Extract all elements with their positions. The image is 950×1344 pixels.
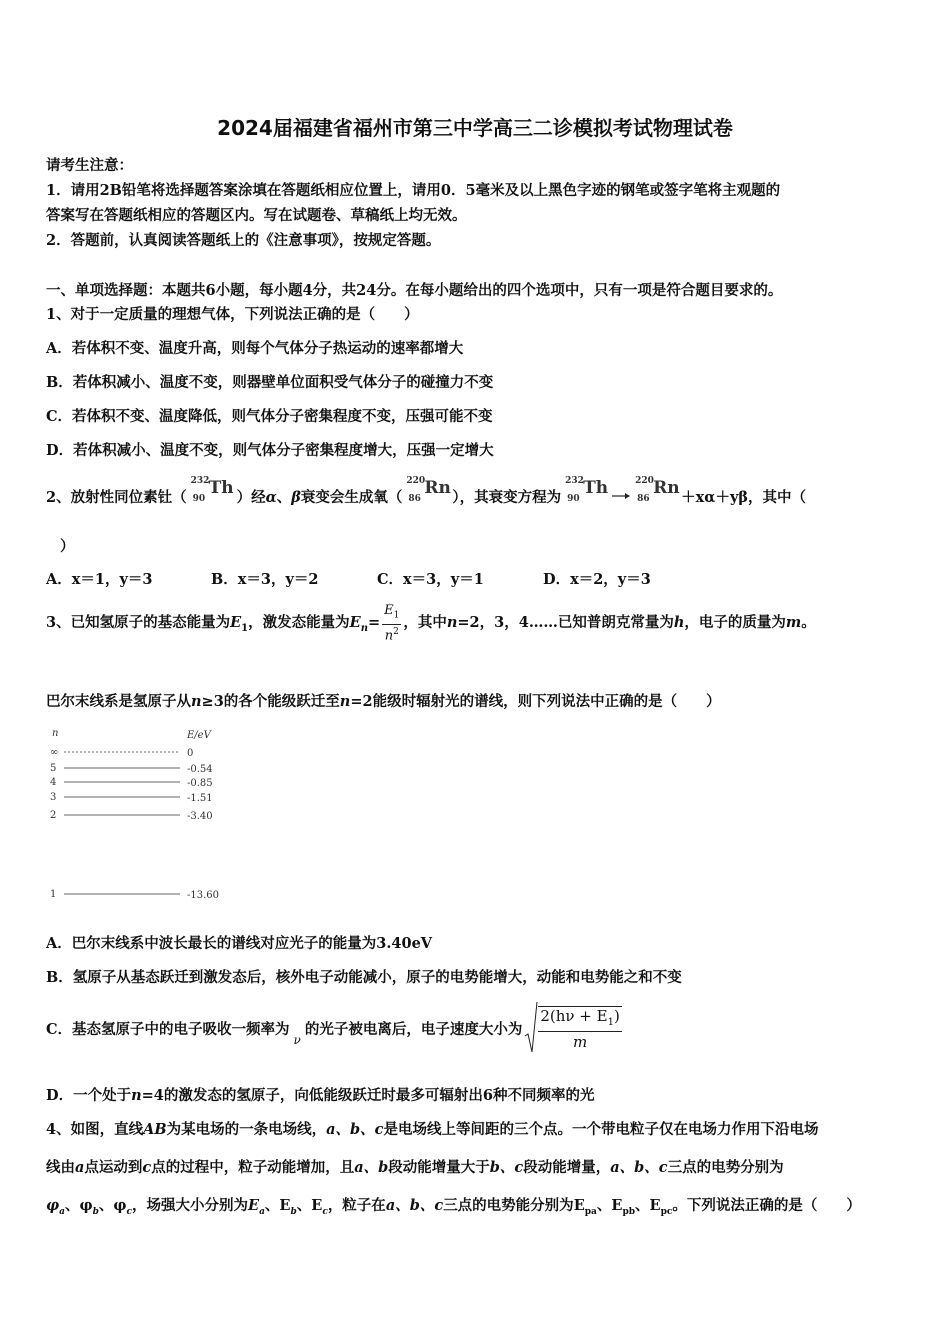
q4-bc-seg: b、c [489, 1159, 524, 1176]
h-symbol: h [673, 613, 685, 631]
eb: 、E [264, 1197, 291, 1214]
level-energy-label: -1.51 [187, 793, 213, 804]
phi-c: 、φ [98, 1197, 127, 1214]
q4-l2-1: 线由 [46, 1159, 75, 1176]
level-energy-label: 0 [187, 748, 194, 759]
q3-c-text-2: 的光子被电离后，电子速度大小为 [304, 1020, 523, 1038]
th-symbol: Th [208, 478, 234, 498]
th-symbol-eq: Th [583, 478, 609, 498]
e1-sub: 1 [241, 622, 249, 634]
th-num-eq: 90 [567, 494, 580, 504]
velocity-fraction [538, 1006, 621, 1050]
q2-option-c: C．x＝3，y＝1 [377, 571, 484, 588]
notice-line-2: 2．答题前，认真阅读答题纸上的《注意事项》，按规定答题。 [46, 232, 441, 249]
q2-stem [46, 476, 807, 508]
page-title: 2024届福建省福州市第三中学高三二诊模拟考试物理试卷 [217, 116, 733, 140]
diagram-n-label: n [52, 728, 59, 739]
q2-text-2: ）经 [236, 489, 266, 506]
q3-d-text-2: =4的激发态的氢原子，向低能级跃迁时最多可辐射出6种不同频率的光 [141, 1087, 595, 1104]
q2-text-3: 衰变会生成氧（ [300, 489, 403, 506]
q3-text-3: ，其中 [403, 613, 447, 631]
th-num: 90 [192, 494, 206, 504]
epb: 、E [596, 1197, 623, 1214]
energy-fraction [382, 604, 401, 642]
phi-a: φ [46, 1197, 60, 1214]
rn-num-eq: 86 [637, 494, 650, 504]
q2-option-d: D．x＝2，y＝3 [543, 571, 651, 588]
q3-l2-2: ≥3的各个能级跃迁至 [201, 693, 340, 710]
e1-symbol: E [230, 613, 242, 631]
q3-l2-n2: n [339, 693, 351, 710]
q3-option-c [46, 1000, 624, 1056]
q3-stem-2 [46, 690, 721, 711]
q4-ab: AB [143, 1121, 167, 1138]
q3-option-b: B．氢原子从基态跃迁到激发态后，核外电子动能减小，原子的电势能增大，动能和电势能之和不变 [46, 969, 682, 986]
phi-b: 、φ [64, 1197, 93, 1214]
sqrt-den: m [572, 1033, 588, 1051]
level-energy-label: -0.85 [187, 778, 213, 789]
q3-eq: = [367, 613, 381, 631]
level-n-label: 3 [50, 792, 57, 803]
eb-sub: b [290, 1206, 297, 1217]
ec: 、E [296, 1197, 323, 1214]
q1-option-b: B．若体积减小、温度不变，则器壁单位面积受气体分子的碰撞力不变 [46, 374, 494, 391]
epc: 、E [635, 1197, 661, 1214]
alpha-symbol: α [265, 489, 277, 506]
q1-option-a: A．若体积不变、温度升高，则每个气体分子热运动的速率都增大 [46, 340, 464, 357]
rn-mass: 220 [406, 476, 426, 486]
q4-stem-3 [46, 1194, 861, 1217]
q3-l2-n1: n [191, 693, 202, 710]
q3-text-5: ，电子的质量为 [684, 613, 786, 631]
q2-stem-end: ） [60, 538, 75, 555]
frac-den-sup: 2 [393, 626, 399, 637]
diagram-e-label: E/eV [187, 730, 211, 741]
q3-stem [46, 604, 816, 642]
q3-text-2: ，激发态能量为 [248, 613, 350, 631]
radon-nuclide-eq [633, 476, 680, 508]
q4-l1-3: 是电场线上等间距的三个点。一个带电粒子仅在电场力作用下沿电场 [383, 1121, 819, 1138]
level-energy-label: -13.60 [187, 890, 220, 901]
q4-c: c [142, 1159, 152, 1176]
notice-line-1b: 答案写在答题纸相应的答题区内。写在试题卷、草稿纸上均无效。 [46, 207, 467, 224]
thorium-nuclide [189, 476, 235, 508]
epc-sub: pc [660, 1206, 673, 1217]
ec-sub: c [322, 1206, 328, 1217]
rn-num: 86 [408, 494, 421, 504]
phi-b-sub: b [92, 1206, 99, 1217]
q4-ab-seg: a、b [354, 1159, 389, 1176]
nu-symbol: ν [293, 1033, 301, 1047]
sqrt-num-sub: 1 [607, 1017, 614, 1028]
q4-l1-1: 4、如图，直线 [46, 1121, 144, 1138]
q2-text-4: ），其衰变方程为 [452, 489, 562, 506]
n-symbol: n [446, 613, 458, 631]
q4-l3-4: 。下列说法正确的是（ ） [672, 1197, 861, 1214]
rn-symbol: Rn [424, 478, 451, 498]
en-sub: n [360, 622, 368, 634]
phi-c-sub: c [126, 1206, 132, 1217]
q2-sep: 、 [276, 489, 292, 506]
sqrt-sign-icon [524, 1000, 538, 1056]
q3-d-n: n [131, 1087, 142, 1104]
notice-line-1a: 1．请用2B铅笔将选择题答案涂填在答题纸相应位置上，请用0．5毫米及以上黑色字迹的钢笔或签字笔将主观题的 [46, 182, 781, 199]
q4-l3-2: ，粒子在 [327, 1197, 386, 1214]
frac-num-sub: 1 [393, 610, 400, 621]
frac-den: n [384, 627, 394, 643]
q4-l2-2: 点运动到 [84, 1159, 143, 1176]
level-energy-label: -0.54 [187, 764, 213, 775]
q1-option-c: C．若体积不变、温度降低，则气体分子密集程度不变，压强可能不变 [46, 408, 493, 425]
en-symbol: E [349, 613, 361, 631]
q1-stem: 1、对于一定质量的理想气体，下列说法正确的是（ ） [46, 306, 419, 323]
m-symbol: m [785, 613, 802, 631]
q4-abc: a、b、c [326, 1121, 384, 1138]
q4-a: a [75, 1159, 85, 1176]
q4-l3-1: ，场强大小分别为 [132, 1197, 248, 1214]
th-mass-eq: 232 [565, 476, 584, 486]
th-mass: 232 [190, 476, 210, 486]
q3-l2-3: =2能级时辐射光的谱线，则下列说法中正确的是（ ） [350, 693, 721, 710]
phi-a-sub: a [59, 1206, 65, 1217]
q3-l2-1: 巴尔末线系是氢原子从 [46, 693, 191, 710]
level-n-label: ∞ [50, 747, 59, 758]
q4-l2-5: 段动能增量， [523, 1159, 611, 1176]
energy-level-diagram [44, 726, 244, 906]
q4-l2-3: 点的过程中，粒子动能增加，且 [151, 1159, 355, 1176]
q2-text-1: 2、放射性同位素钍（ [46, 489, 187, 506]
thorium-nuclide-eq [563, 476, 609, 508]
beta-symbol: β [291, 489, 301, 506]
notice-heading: 请考生注意： [46, 157, 133, 174]
sqrt-num-end: ) [613, 1007, 620, 1025]
q4-l2-6: 三点的电势分别为 [667, 1159, 784, 1176]
q4-l3-3: 三点的电势能分别为 [443, 1197, 574, 1214]
level-n-label: 4 [50, 777, 57, 788]
frac-num: E [384, 603, 394, 618]
level-n-label: 5 [50, 763, 57, 774]
q3-text-1: 3、已知氢原子的基态能量为 [46, 613, 231, 631]
epa-sub: pa [584, 1206, 597, 1217]
q2-text-5: ＋xα＋yβ，其中（ [681, 489, 807, 506]
q4-stem-2 [46, 1156, 784, 1177]
epb-sub: pb [622, 1206, 636, 1217]
rn-mass-eq: 220 [635, 476, 654, 486]
radon-nuclide [404, 476, 451, 508]
right-arrow-icon [611, 491, 631, 501]
q1-option-d: D．若体积减小、温度不变，则气体分子密集程度增大，压强一定增大 [46, 442, 494, 459]
sqrt-num: 2(hν + E [540, 1007, 608, 1025]
q4-abc-3: a、b、c [385, 1197, 444, 1214]
q3-text-4: =2，3，4……已知普朗克常量为 [457, 613, 674, 631]
q2-option-a: A．x＝1，y＝3 [46, 571, 153, 588]
q2-option-b: B．x＝3，y＝2 [211, 571, 319, 588]
q4-l2-4: 段动能增量大于 [388, 1159, 490, 1176]
rn-symbol-eq: Rn [653, 478, 680, 498]
epa: E [573, 1197, 585, 1214]
q4-l1-2: 为某电场的一条电场线， [166, 1121, 327, 1138]
level-energy-label: -3.40 [187, 811, 213, 822]
ea-sub: a [259, 1206, 265, 1217]
q4-abc-2: a、b、c [610, 1159, 668, 1176]
section-1-heading: 一、单项选择题：本题共6小题，每小题4分，共24分。在每小题给出的四个选项中，只有一项是符合题目要求的。 [46, 282, 783, 299]
level-n-label: 2 [50, 810, 57, 821]
level-n-label: 1 [50, 889, 57, 900]
q4-stem-1 [46, 1118, 818, 1139]
q3-d-text-1: D．一个处于 [46, 1087, 132, 1104]
ea: E [248, 1197, 260, 1214]
q3-c-text-1: C．基态氢原子中的电子吸收一频率为 [46, 1020, 290, 1038]
q3-text-6: 。 [801, 613, 816, 631]
q3-option-d [46, 1084, 594, 1105]
q3-option-a: A．巴尔末线系中波长最长的谱线对应光子的能量为3.40eV [46, 935, 433, 952]
